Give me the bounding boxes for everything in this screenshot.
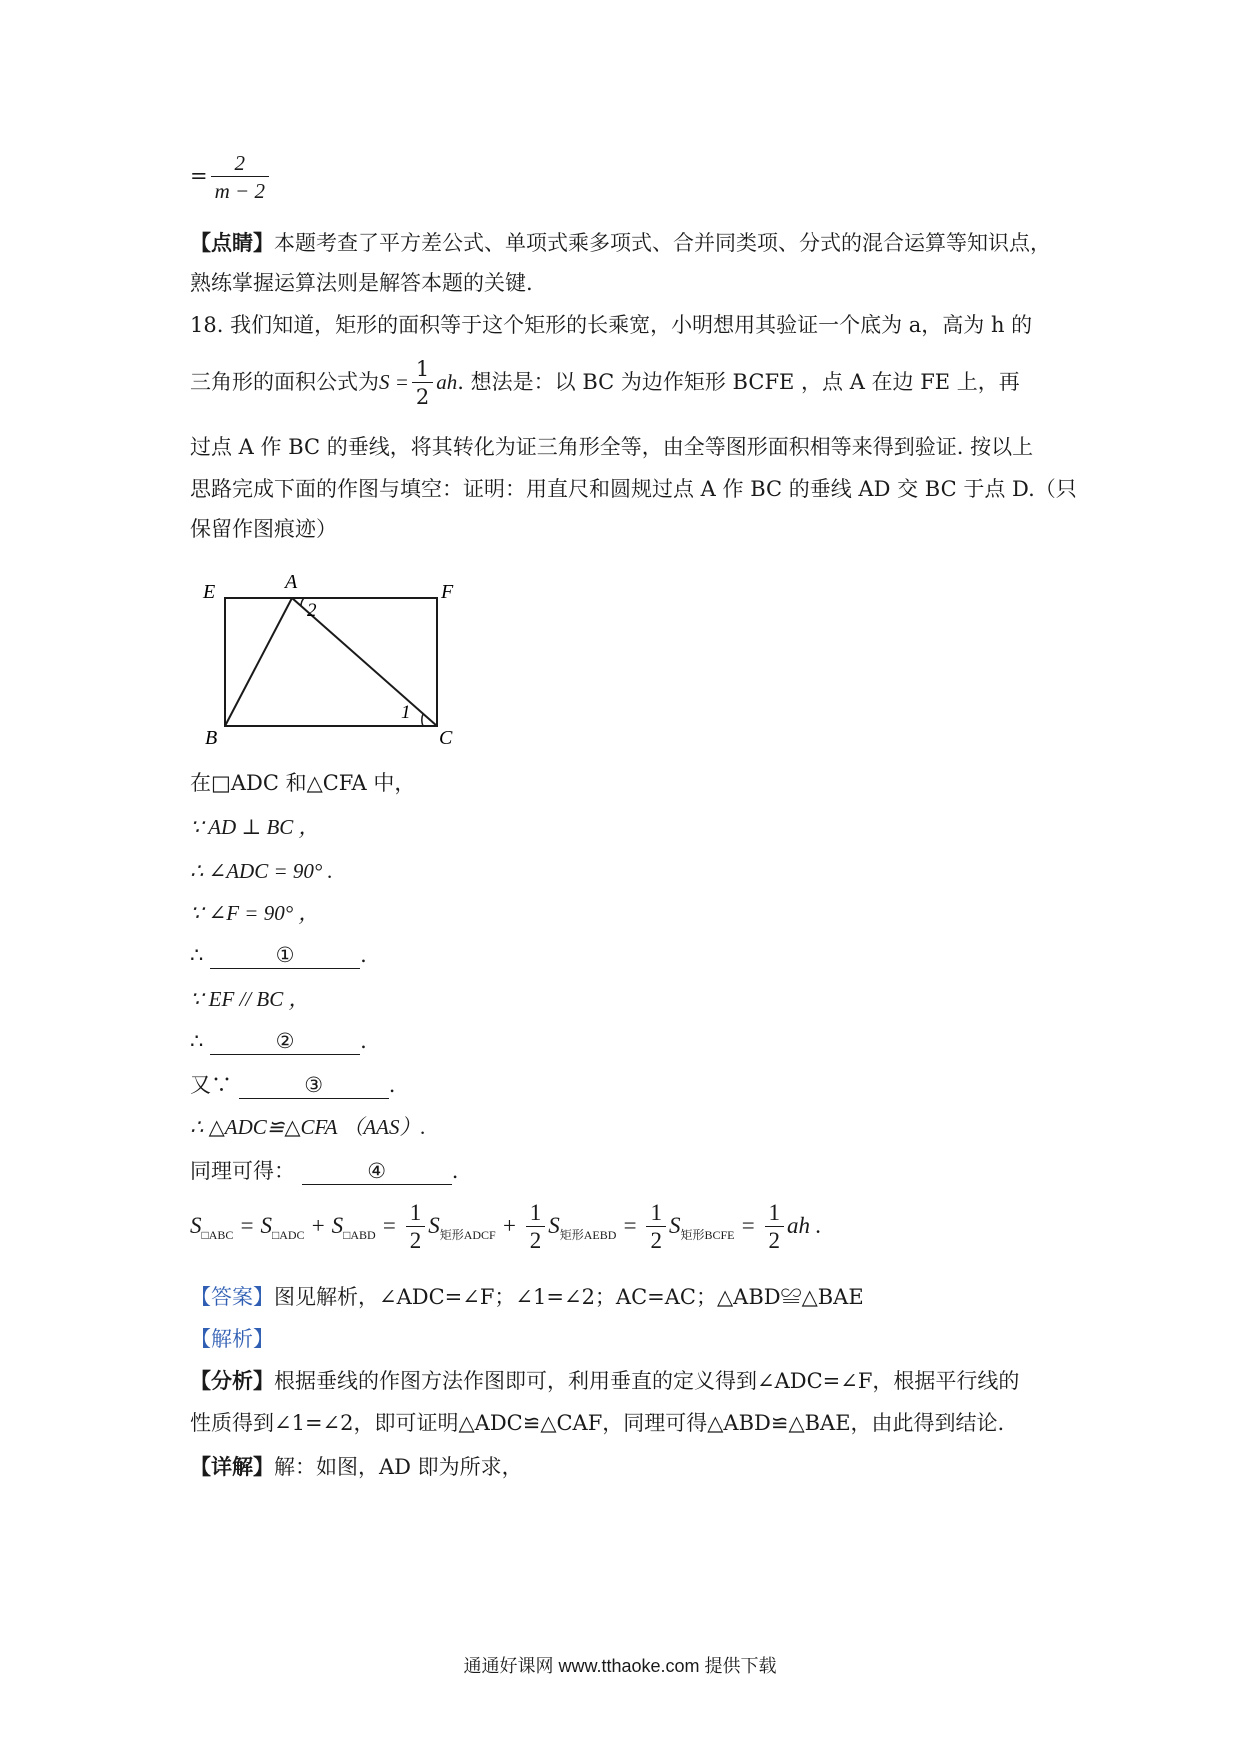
also-because-symbol: 又∵ [190,1073,232,1097]
label-A: A [285,571,298,593]
half-1-den: 2 [406,1226,426,1255]
proof-line-9 [190,1112,426,1142]
label-angle-2: 2 [307,600,317,621]
fenxi-line-2 [190,1408,1004,1438]
half-3-den: 2 [646,1226,666,1255]
label-B: B [205,727,218,748]
proof-line-1 [190,768,415,798]
proof-line-8: 又∵ ③ . [190,1073,396,1097]
half-2 [526,1200,546,1255]
proof-text-3: ∴ ∠ADC = 90° . [190,859,333,883]
area-s5-sub: 矩形AEBD [559,1227,617,1242]
problem-line-2 [190,356,1020,411]
fenxi-text-1: 根据垂线的作图方法作图即可，利用垂直的定义得到∠ADC=∠F，根据平行线的 [274,1369,1020,1393]
proof-line-3 [190,856,333,886]
half-4-den: 2 [765,1226,785,1255]
xiangjie-line [190,1452,523,1482]
problem-text-2b: . 想法是：以 BC 为边作矩形 BCFE ，点 A 在边 FE 上，再 [457,370,1020,394]
problem-number: 18. [190,313,224,337]
problem-text-4: 思路完成下面的作图与填空：证明：用直尺和圆规过点 A 作 BC 的垂线 AD 交 BC 于点 D.（只 [190,477,1077,501]
analysis-tag: 【解析】 [190,1327,274,1351]
blank-1 [210,942,360,969]
area-s1: S [190,1212,202,1238]
eq-1: = [239,1212,255,1238]
problem-text-3: 过点 A 作 BC 的垂线，将其转化为证三角形全等，由全等图形面积相等来得到验证. 按以上 [190,435,1034,459]
problem-text-1: 我们知道，矩形的面积等于这个矩形的长乘宽，小明想用其验证一个底为 a，高为 h 的 [230,313,1033,337]
fraction [211,150,269,205]
proof-text-4: ∵ ∠F = 90° ， [190,901,320,925]
blank-3-mark: ③ [304,1073,324,1097]
fenxi-tag: 【分析】 [190,1368,274,1393]
proof-text-2: ∵ AD ⊥ BC ， [190,815,320,839]
half-3 [646,1200,666,1255]
segment-ab [225,598,292,726]
answer-tag: 【答案】 [190,1285,274,1309]
therefore-symbol-2: ∴ [190,1029,204,1053]
problem-line-5 [190,514,337,544]
answer-line [190,1282,864,1312]
half-4-num: 1 [768,1200,780,1225]
therefore-symbol: ∴ [190,943,204,967]
half-1-num: 1 [409,1200,422,1225]
problem-text-2a: 三角形的面积公式为 [190,370,379,394]
eq-2: = [381,1212,397,1238]
problem-line-3 [190,432,1033,462]
analysis-line [190,1324,274,1354]
angle-1-arc [422,714,423,726]
proof-text-9: ∴ △ADC≌△CFA （AAS）. [190,1115,426,1139]
proof-line-5: ∴ ① . [190,943,367,967]
similarly-text: 同理可得： [190,1159,295,1183]
label-C: C [439,727,453,748]
formula-ah: ah [436,370,458,394]
proof-line-7: ∴ ② . [190,1029,367,1053]
fraction-numerator: 2 [234,151,246,175]
xiangjie-text: 解：如图，AD 即为所求， [274,1455,523,1479]
page-footer: 通通好课网 www.tthaoke.com 提供下载 [463,1656,777,1676]
half-1 [406,1200,426,1255]
label-F: F [441,581,454,603]
area-s3: S [331,1212,344,1238]
problem-line-4 [190,474,1077,504]
half-2-den: 2 [526,1226,546,1255]
area-s2: S [260,1212,272,1238]
angle-2-arc [301,598,304,606]
plus-1: + [310,1212,326,1238]
area-s1-sub: □ABC [201,1227,234,1242]
fenxi-line-1 [190,1366,1019,1396]
proof-text-6: ∵ EF // BC ， [190,987,310,1011]
formula-S: S = [379,370,409,394]
area-s3-sub: □ABD [343,1227,376,1242]
equals-sign: = [190,164,208,188]
dianjing-line-2 [190,268,533,298]
half-num: 1 [415,357,430,381]
proof-text-1: 在□ADC 和△CFA 中， [190,771,416,795]
label-E: E [203,581,216,603]
xiangjie-tag: 【详解】 [190,1454,274,1479]
area-tail: ah . [787,1212,822,1238]
result-fraction [190,150,272,205]
eq-4: = [740,1212,756,1238]
area-s6: S [668,1212,681,1238]
half-3-num: 1 [650,1200,662,1225]
dianjing-line-1 [190,228,1051,258]
half-fraction [412,356,433,411]
fraction-denominator: m − 2 [211,176,269,205]
proof-line-2 [190,812,320,842]
area-s2-sub: □ADC [271,1227,305,1242]
area-s5: S [548,1212,560,1238]
blank-1-mark: ① [275,943,295,967]
area-s4: S [428,1212,440,1238]
blank-4 [302,1158,452,1185]
proof-line-4 [190,898,319,928]
dianjing-text-2: 熟练掌握运算法则是解答本题的关键. [190,271,533,295]
label-angle-1: 1 [401,702,411,723]
area-s4-sub: 矩形ADCF [439,1227,496,1242]
area-s6-sub: 矩形BCFE [680,1227,735,1242]
answer-text: 图见解析，∠ADC=∠F；∠1=∠2；AC=AC；△ABD≌△BAE [274,1285,864,1309]
blank-3 [239,1072,389,1099]
plus-2: + [501,1212,517,1238]
half-2-num: 1 [529,1200,542,1225]
dianjing-tag: 【点睛】 [190,230,274,255]
blank-2-mark: ② [275,1029,295,1053]
blank-2 [210,1028,360,1055]
half-4 [765,1200,785,1255]
fenxi-text-2: 性质得到∠1=∠2，即可证明△ADC≌△CAF，同理可得△ABD≌△BAE，由此得到结论. [190,1411,1005,1435]
area-equation [190,1200,822,1255]
problem-text-5: 保留作图痕迹） [190,517,337,541]
geometry-figure [195,568,475,748]
proof-line-6 [190,984,310,1014]
half-den: 2 [412,382,433,411]
proof-line-10: 同理可得： ④ . [190,1159,459,1183]
eq-3: = [622,1212,638,1238]
dianjing-text-1: 本题考查了平方差公式、单项式乘多项式、合并同类项、分式的混合运算等知识点， [274,231,1051,255]
problem-line-1 [190,310,1032,340]
blank-4-mark: ④ [367,1159,387,1183]
